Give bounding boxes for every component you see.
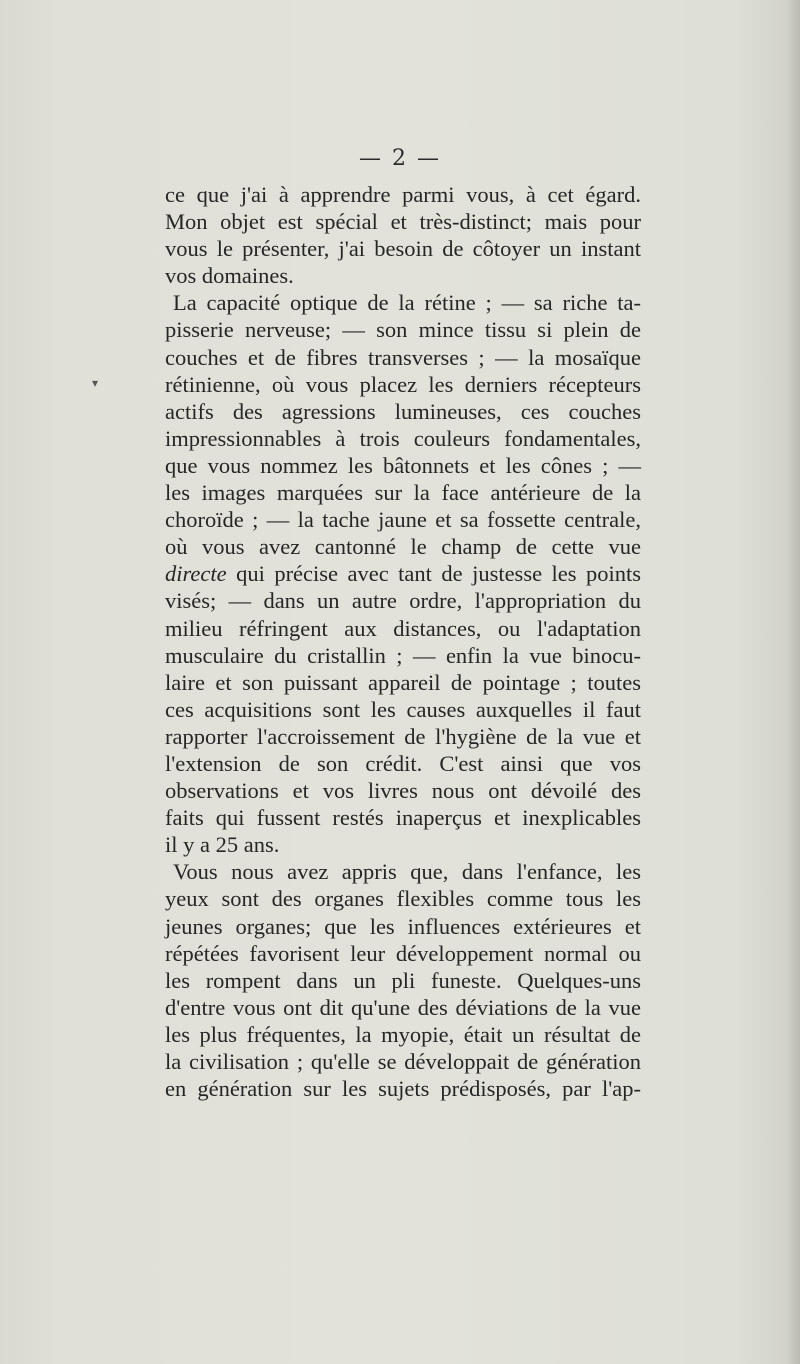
text-line: d'entre vous ont dit qu'une des déviations de la vue — [165, 994, 641, 1020]
text-line: vous le présenter, j'ai besoin de côtoyer un instant — [165, 236, 641, 262]
text-line: musculaire du cristallin ; — enfin la vue binocu- — [165, 642, 641, 668]
text-line: observations et vos livres nous ont dévoilé des — [165, 778, 641, 804]
margin-mark: ▾ — [92, 376, 99, 390]
page-edge-shadow — [786, 0, 800, 1364]
text-line: milieu réfringent aux distances, ou l'adaptation — [165, 615, 641, 641]
text-line: pisserie nerveuse; — son mince tissu si plein de — [165, 317, 641, 343]
body-text — [165, 181, 641, 1102]
text-line: Mon objet est spécial et très-distinct; mais pour — [165, 209, 641, 235]
text-line: il y a 25 ans. — [165, 832, 280, 858]
text-line: choroïde ; — la tache jaune et sa fossette centrale, — [165, 507, 641, 533]
text-line: que vous nommez les bâtonnets et les cônes ; — — [165, 452, 641, 478]
text-line: directe qui précise avec tant de justesse les points — [165, 561, 641, 587]
text-line: ces acquisitions sont les causes auxquelles il faut — [165, 696, 641, 722]
text-line: en génération sur les sujets prédisposés, par l'ap- — [165, 1076, 641, 1102]
text-line: laire et son puissant appareil de pointage ; toutes — [165, 669, 641, 695]
text-line: visés; — dans un autre ordre, l'appropriation du — [165, 588, 641, 614]
text-line: les rompent dans un pli funeste. Quelques-uns — [165, 967, 641, 993]
text-line: où vous avez cantonné le champ de cette vue — [165, 534, 641, 560]
text-line: Vous nous avez appris que, dans l'enfance, les — [173, 859, 641, 885]
text-line: actifs des agressions lumineuses, ces couches — [165, 398, 641, 424]
text-line: vos domaines. — [165, 263, 294, 289]
text-line: la civilisation ; qu'elle se développait de génération — [165, 1049, 641, 1074]
text-line: les images marquées sur la face antérieure de la — [165, 480, 641, 506]
text-line: La capacité optique de la rétine ; — sa riche ta- — [173, 290, 641, 316]
text-line: répétées favorisent leur développement normal ou — [165, 940, 641, 966]
text-line: rapporter l'accroissement de l'hygiène de la vue et — [165, 723, 641, 749]
text-line: rétinienne, où vous placez les derniers récepteurs — [165, 371, 641, 397]
text-line: l'extension de son crédit. C'est ainsi que vos — [165, 750, 641, 776]
text-line: ce que j'ai à apprendre parmi vous, à cet égard. — [165, 182, 641, 207]
text-line: impressionnables à trois couleurs fondamentales, — [165, 425, 641, 451]
text-line: les plus fréquentes, la myopie, était un résultat de — [165, 1021, 641, 1047]
page-number: — 2 — — [359, 146, 441, 171]
text-line: yeux sont des organes flexibles comme tous les — [165, 886, 641, 912]
text-line: jeunes organes; que les influences extérieures et — [165, 913, 641, 939]
text-line: faits qui fussent restés inaperçus et inexplicables — [165, 805, 641, 831]
text-line: couches et de fibres transverses ; — la mosaïque — [165, 344, 641, 370]
